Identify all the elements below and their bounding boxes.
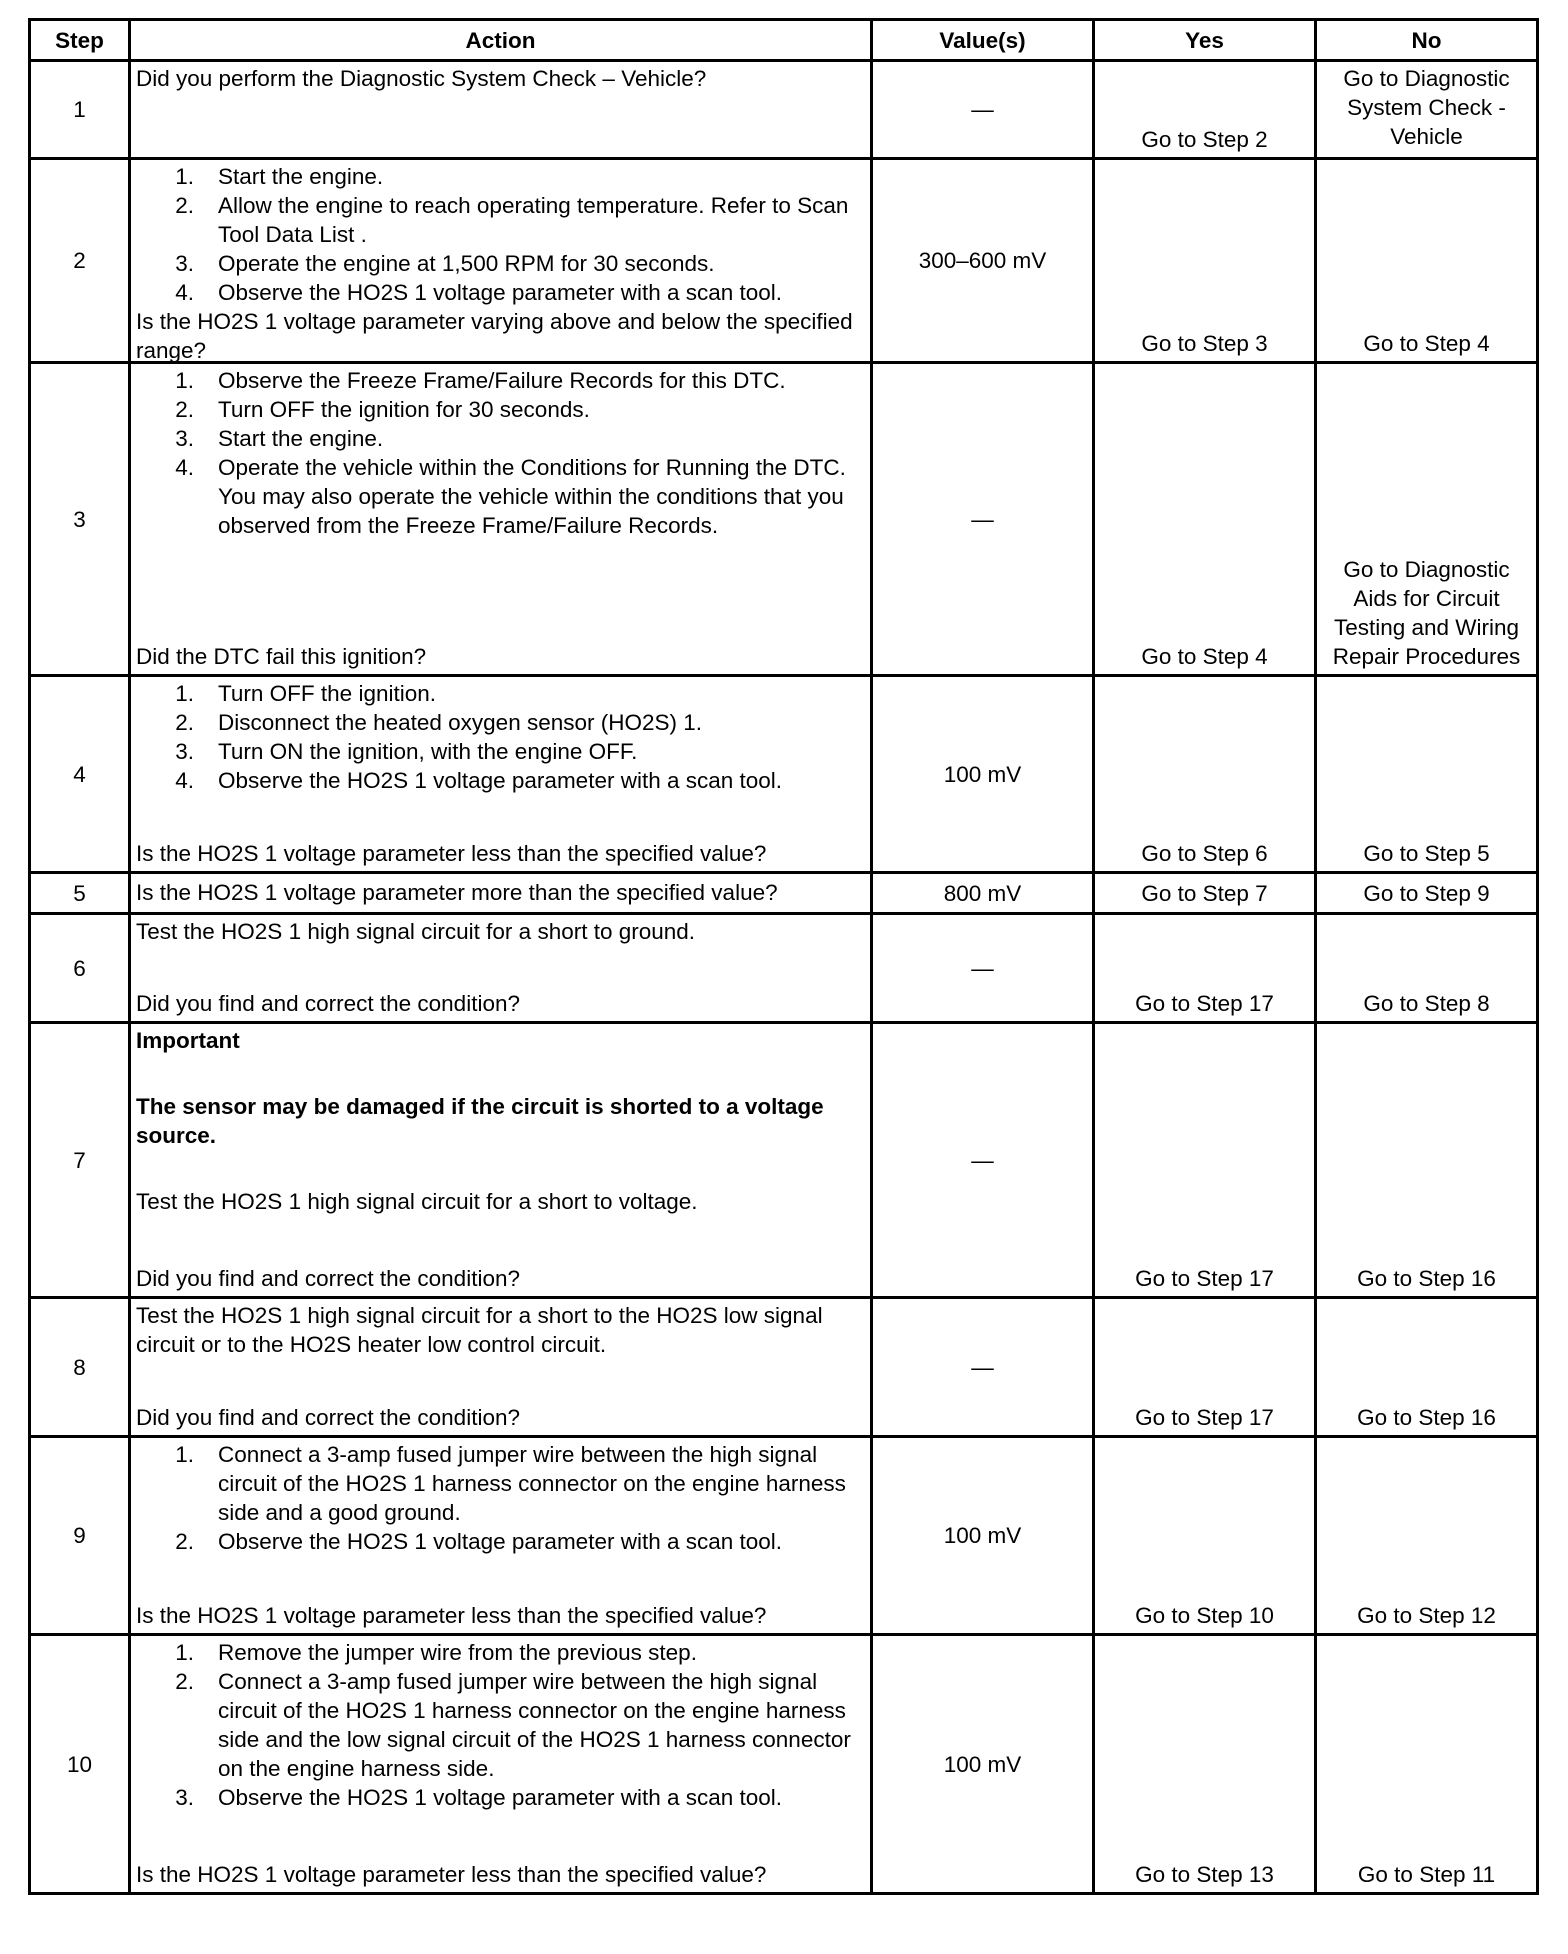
list-item: 1. Remove the jumper wire from the previous step. bbox=[175, 1640, 697, 1665]
header-no: No bbox=[1316, 20, 1538, 61]
yes-link[interactable]: Go to Step 17 bbox=[1135, 1405, 1274, 1430]
step-number: 10 bbox=[30, 1635, 130, 1894]
value-cell: — bbox=[872, 1023, 1094, 1298]
no-cell bbox=[1316, 61, 1538, 159]
important-note: The sensor may be damaged if the circuit is shorted to a voltage source. bbox=[136, 1094, 824, 1148]
list-item: 4. Observe the HO2S 1 voltage parameter with a scan tool. bbox=[175, 768, 783, 793]
no-link[interactable]: Go to Step 5 bbox=[1363, 841, 1490, 866]
action-cell bbox=[130, 61, 872, 159]
list-item: 4. Operate the vehicle within the Conditions for Running the DTC. You may also operate the vehicle within the conditions that you observed from the Freeze Frame/Failure Records. bbox=[175, 455, 846, 538]
no-link[interactable]: Go to Step 16 bbox=[1357, 1266, 1496, 1291]
no-cell bbox=[1316, 1635, 1538, 1894]
list-item: 1. Start the engine. bbox=[175, 164, 384, 189]
action-cell bbox=[130, 1437, 872, 1635]
value-cell: — bbox=[872, 363, 1094, 676]
question-text: Is the HO2S 1 voltage parameter less than the specified value? bbox=[136, 1603, 767, 1628]
yes-link[interactable]: Go to Step 10 bbox=[1135, 1603, 1274, 1628]
value-cell: — bbox=[872, 914, 1094, 1023]
question-text: Did you find and correct the condition? bbox=[136, 1266, 520, 1291]
list-item: 2. Turn OFF the ignition for 30 seconds. bbox=[175, 397, 590, 422]
table-row bbox=[30, 159, 1538, 363]
table-row bbox=[30, 914, 1538, 1023]
yes-link[interactable]: Go to Step 4 bbox=[1141, 644, 1268, 669]
action-cell bbox=[130, 363, 872, 676]
table-row bbox=[30, 1023, 1538, 1298]
yes-link[interactable]: Go to Step 17 bbox=[1135, 991, 1274, 1016]
table-row bbox=[30, 1437, 1538, 1635]
no-cell bbox=[1316, 914, 1538, 1023]
list-item: 1. Connect a 3-amp fused jumper wire between the high signal circuit of the HO2S 1 harness connector on the engine harness side and a good ground. bbox=[175, 1442, 846, 1525]
yes-link[interactable]: Go to Step 17 bbox=[1135, 1266, 1274, 1291]
table-row bbox=[30, 676, 1538, 873]
value-cell: 100 mV bbox=[872, 1437, 1094, 1635]
list-item: 3. Turn ON the ignition, with the engine OFF. bbox=[175, 739, 638, 764]
no-link[interactable]: Go to Diagnostic System Check - Vehicle bbox=[1343, 66, 1510, 149]
step-number: 4 bbox=[30, 676, 130, 873]
no-cell bbox=[1316, 1437, 1538, 1635]
list-item: 2. Disconnect the heated oxygen sensor (HO2S) 1. bbox=[175, 710, 703, 735]
no-cell bbox=[1316, 159, 1538, 363]
action-text: Test the HO2S 1 high signal circuit for a short to voltage. bbox=[136, 1189, 698, 1214]
table-row bbox=[30, 363, 1538, 676]
yes-cell bbox=[1094, 1023, 1316, 1298]
action-cell bbox=[130, 1298, 872, 1437]
yes-cell bbox=[1094, 1437, 1316, 1635]
yes-cell bbox=[1094, 363, 1316, 676]
no-link[interactable]: Go to Step 9 bbox=[1363, 880, 1490, 906]
step-list bbox=[136, 366, 865, 540]
value-cell: 100 mV bbox=[872, 676, 1094, 873]
list-item: 2. Connect a 3-amp fused jumper wire between the high signal circuit of the HO2S 1 harness connector on the engine harness side and the low signal circuit of the HO2S 1 harness connector on the engine harness side. bbox=[175, 1669, 851, 1781]
list-item: 3. Start the engine. bbox=[175, 426, 384, 451]
value-cell: 300–600 mV bbox=[872, 159, 1094, 363]
value-cell: 800 mV bbox=[872, 873, 1094, 914]
list-item: 3. Operate the engine at 1,500 RPM for 30 seconds. bbox=[175, 251, 715, 276]
yes-cell bbox=[1094, 159, 1316, 363]
no-cell bbox=[1316, 873, 1538, 914]
list-item: 1. Observe the Freeze Frame/Failure Records for this DTC. bbox=[175, 368, 786, 393]
no-link[interactable]: Go to Step 4 bbox=[1363, 331, 1490, 356]
yes-cell bbox=[1094, 676, 1316, 873]
header-row bbox=[30, 20, 1538, 61]
no-cell bbox=[1316, 676, 1538, 873]
step-number: 8 bbox=[30, 1298, 130, 1437]
list-item: 3. Observe the HO2S 1 voltage parameter with a scan tool. bbox=[175, 1785, 783, 1810]
no-link[interactable]: Go to Step 11 bbox=[1357, 1862, 1496, 1887]
action-cell bbox=[130, 1635, 872, 1894]
diagnostic-table bbox=[28, 18, 1539, 1895]
step-number: 9 bbox=[30, 1437, 130, 1635]
action-cell bbox=[130, 676, 872, 873]
action-text: Test the HO2S 1 high signal circuit for a short to ground. bbox=[136, 919, 696, 944]
important-title: Important bbox=[136, 1028, 240, 1053]
header-yes: Yes bbox=[1094, 20, 1316, 61]
action-text: Test the HO2S 1 high signal circuit for a short to the HO2S low signal circuit or to the HO2S heater low control circuit. bbox=[136, 1303, 823, 1357]
question-text: Is the HO2S 1 voltage parameter less than the specified value? bbox=[136, 841, 767, 866]
action-cell bbox=[130, 1023, 872, 1298]
yes-link[interactable]: Go to Step 7 bbox=[1141, 880, 1268, 906]
question-text: Did you find and correct the condition? bbox=[136, 991, 520, 1016]
table-row bbox=[30, 1635, 1538, 1894]
value-cell: — bbox=[872, 1298, 1094, 1437]
no-link[interactable]: Go to Diagnostic Aids for Circuit Testing and Wiring Repair Procedures bbox=[1332, 557, 1521, 669]
question-text: Is the HO2S 1 voltage parameter varying above and below the specified range? bbox=[136, 309, 853, 363]
no-cell bbox=[1316, 1298, 1538, 1437]
yes-link[interactable]: Go to Step 2 bbox=[1141, 127, 1268, 152]
yes-cell bbox=[1094, 1298, 1316, 1437]
step-list bbox=[136, 162, 865, 307]
list-item: 2. Allow the engine to reach operating temperature. Refer to Scan Tool Data List . bbox=[175, 193, 849, 247]
question-text: Did the DTC fail this ignition? bbox=[136, 644, 427, 669]
no-link[interactable]: Go to Step 12 bbox=[1357, 1603, 1496, 1628]
yes-link[interactable]: Go to Step 6 bbox=[1141, 841, 1268, 866]
step-number: 3 bbox=[30, 363, 130, 676]
no-link[interactable]: Go to Step 16 bbox=[1357, 1405, 1496, 1430]
action-cell bbox=[130, 914, 872, 1023]
no-cell bbox=[1316, 363, 1538, 676]
action-cell bbox=[130, 873, 872, 914]
no-link[interactable]: Go to Step 8 bbox=[1363, 991, 1490, 1016]
yes-cell bbox=[1094, 873, 1316, 914]
value-cell: — bbox=[872, 61, 1094, 159]
header-step: Step bbox=[30, 20, 130, 61]
header-values: Value(s) bbox=[872, 20, 1094, 61]
list-item: 4. Observe the HO2S 1 voltage parameter with a scan tool. bbox=[175, 280, 783, 305]
list-item: 1. Turn OFF the ignition. bbox=[175, 681, 437, 706]
yes-cell bbox=[1094, 914, 1316, 1023]
step-list bbox=[136, 679, 865, 795]
step-number: 7 bbox=[30, 1023, 130, 1298]
step-number: 5 bbox=[30, 873, 130, 914]
step-list bbox=[136, 1638, 865, 1812]
value-cell: 100 mV bbox=[872, 1635, 1094, 1894]
step-number: 1 bbox=[30, 61, 130, 159]
no-cell bbox=[1316, 1023, 1538, 1298]
question-text: Is the HO2S 1 voltage parameter less than the specified value? bbox=[136, 1862, 767, 1887]
table-row bbox=[30, 1298, 1538, 1437]
yes-link[interactable]: Go to Step 13 bbox=[1135, 1862, 1274, 1887]
yes-cell bbox=[1094, 61, 1316, 159]
step-number: 6 bbox=[30, 914, 130, 1023]
table-row bbox=[30, 61, 1538, 159]
list-item: 2. Observe the HO2S 1 voltage parameter with a scan tool. bbox=[175, 1529, 783, 1554]
yes-link[interactable]: Go to Step 3 bbox=[1141, 331, 1268, 356]
action-text: Is the HO2S 1 voltage parameter more than the specified value? bbox=[136, 880, 778, 905]
step-list bbox=[136, 1440, 865, 1556]
step-number: 2 bbox=[30, 159, 130, 363]
yes-cell bbox=[1094, 1635, 1316, 1894]
action-cell bbox=[130, 159, 872, 363]
header-action: Action bbox=[130, 20, 872, 61]
table-row bbox=[30, 873, 1538, 914]
question-text: Did you find and correct the condition? bbox=[136, 1405, 520, 1430]
action-text: Did you perform the Diagnostic System Check – Vehicle? bbox=[136, 66, 707, 91]
